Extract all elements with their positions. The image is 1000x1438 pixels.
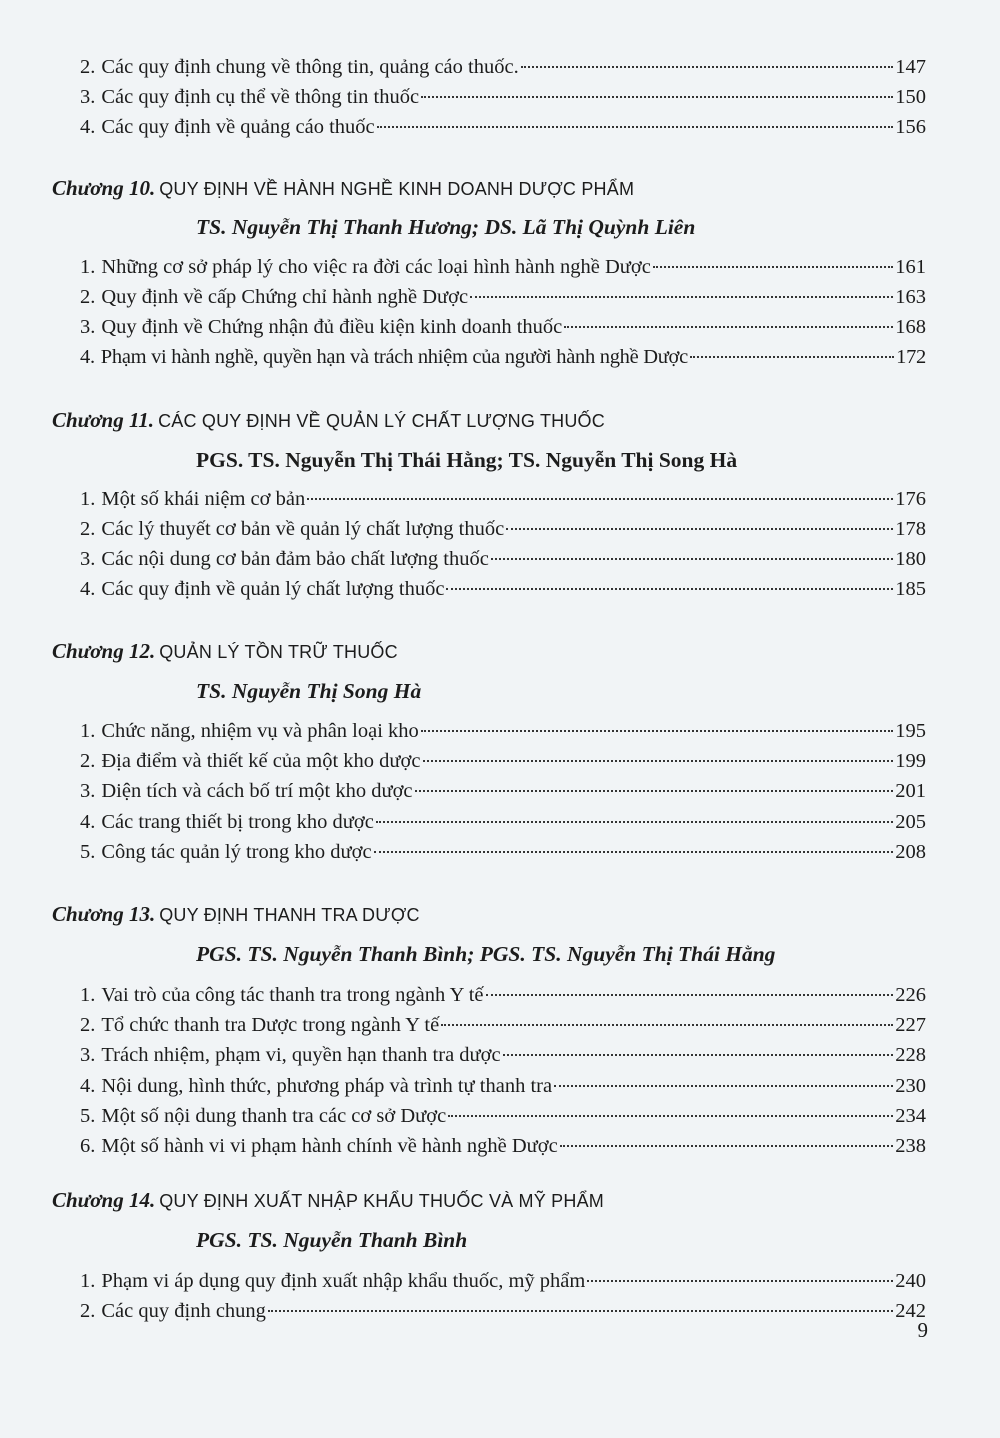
toc-entry: [80, 576, 926, 602]
entry-title: Nội dung, hình thức, phương pháp và trình tự thanh tra: [101, 1075, 553, 1097]
dot-leader: [441, 1024, 893, 1026]
toc-entry: [80, 54, 926, 80]
entry-number: 2.: [80, 750, 96, 772]
toc-entry: [80, 254, 926, 280]
dot-leader: [415, 790, 894, 792]
entry-page: 201: [895, 780, 926, 802]
entry-number: 3.: [80, 1044, 96, 1066]
dot-leader: [376, 821, 893, 823]
chapter-title: CÁC QUY ĐỊNH VỀ QUẢN LÝ CHẤT LƯỢNG THUỐC: [158, 411, 605, 431]
entry-page: 238: [895, 1135, 926, 1157]
dot-leader: [421, 730, 893, 732]
dot-leader: [587, 1280, 893, 1282]
chapter-label: Chương 12.: [52, 639, 156, 663]
toc-entry: [80, 546, 926, 572]
entry-title: Tổ chức thanh tra Dược trong ngành Y tế: [101, 1014, 440, 1036]
entry-number: 2.: [80, 1300, 96, 1322]
entry-page: 168: [895, 316, 926, 338]
dot-leader: [374, 851, 894, 853]
entry-number: 2.: [80, 286, 96, 308]
chapter-heading: [52, 406, 605, 437]
toc-entry: [80, 516, 926, 542]
entry-page: 180: [895, 548, 926, 570]
dot-leader: [521, 66, 894, 68]
dot-leader: [653, 266, 893, 268]
toc-entry: [80, 1103, 926, 1129]
chapter-authors: TS. Nguyễn Thị Song Hà: [196, 679, 422, 703]
chapter-title: QUY ĐỊNH THANH TRA DƯỢC: [159, 905, 420, 925]
entry-title: Trách nhiệm, phạm vi, quyền hạn thanh tra dược: [101, 1044, 501, 1066]
entry-page: 185: [895, 578, 926, 600]
entry-number: 1.: [80, 984, 96, 1006]
chapter-title: QUY ĐỊNH VỀ HÀNH NGHỀ KINH DOANH DƯỢC PHẨM: [159, 179, 635, 199]
entry-number: 4.: [80, 811, 96, 833]
entry-title: Quy định về cấp Chứng chỉ hành nghề Dược: [101, 286, 469, 308]
entry-page: 147: [895, 56, 926, 78]
chapter-label: Chương 14.: [52, 1188, 156, 1212]
entry-number: 5.: [80, 1105, 96, 1127]
entry-page: 226: [895, 984, 926, 1006]
entry-title: Các nội dung cơ bản đảm bảo chất lượng thuốc: [101, 548, 489, 570]
entry-title: Các trang thiết bị trong kho dược: [101, 811, 374, 833]
dot-leader: [560, 1145, 894, 1147]
toc-entry: [80, 314, 926, 340]
entry-number: 4.: [80, 346, 95, 368]
entry-page: 240: [895, 1270, 926, 1292]
dot-leader: [690, 356, 894, 358]
toc-entry: [80, 1133, 926, 1159]
entry-number: 1.: [80, 720, 96, 742]
dot-leader: [377, 126, 894, 128]
chapter-label: Chương 13.: [52, 902, 156, 926]
toc-entry: [80, 1073, 926, 1099]
entry-page: 228: [895, 1044, 926, 1066]
entry-page: 208: [895, 841, 926, 863]
toc-entry: [80, 344, 926, 370]
entry-number: 1.: [80, 488, 96, 510]
chapter-label: Chương 11.: [52, 408, 155, 432]
entry-title: Các lý thuyết cơ bản về quản lý chất lượng thuốc: [101, 518, 505, 540]
dot-leader: [423, 760, 894, 762]
toc-entry: [80, 486, 926, 512]
dot-leader: [448, 1115, 893, 1117]
dot-leader: [486, 994, 894, 996]
entry-title: Công tác quản lý trong kho dược: [101, 841, 372, 863]
entry-number: 3.: [80, 780, 96, 802]
entry-title: Địa điểm và thiết kế của một kho dược: [101, 750, 421, 772]
entry-title: Các quy định chung về thông tin, quảng cáo thuốc.: [101, 56, 519, 78]
entry-title: Diện tích và cách bố trí một kho dược: [101, 780, 413, 802]
entry-title: Những cơ sở pháp lý cho việc ra đời các loại hình hành nghề Dược: [101, 256, 651, 278]
dot-leader: [268, 1310, 893, 1312]
chapter-authors: PGS. TS. Nguyễn Thanh Bình; PGS. TS. Nguyễn Thị Thái Hằng: [196, 942, 776, 966]
entry-number: 4.: [80, 116, 96, 138]
entry-number: 4.: [80, 1075, 96, 1097]
entry-page: 156: [895, 116, 926, 138]
toc-entry: [80, 114, 926, 140]
toc-entry: [80, 778, 926, 804]
entry-number: 2.: [80, 56, 96, 78]
entry-page: 234: [895, 1105, 926, 1127]
entry-page: 163: [895, 286, 926, 308]
chapter-title: QUẢN LÝ TỒN TRỮ THUỐC: [159, 642, 398, 662]
dot-leader: [564, 326, 893, 328]
entry-page: 230: [895, 1075, 926, 1097]
chapter-title: QUY ĐỊNH XUẤT NHẬP KHẨU THUỐC VÀ MỸ PHẨM: [159, 1191, 604, 1211]
dot-leader: [307, 498, 893, 500]
entry-number: 2.: [80, 1014, 96, 1036]
entry-title: Vai trò của công tác thanh tra trong ngành Y tế: [101, 984, 484, 1006]
entry-page: 178: [895, 518, 926, 540]
page-number: 9: [917, 1318, 928, 1342]
entry-title: Một số nội dung thanh tra các cơ sở Dược: [101, 1105, 447, 1127]
toc-entry: [80, 982, 926, 1008]
entry-page: 172: [896, 346, 926, 368]
entry-number: 1.: [80, 1270, 96, 1292]
dot-leader: [506, 528, 893, 530]
entry-page: 195: [895, 720, 926, 742]
dot-leader: [491, 558, 893, 560]
chapter-heading: [52, 637, 398, 668]
entry-title: Các quy định chung: [101, 1300, 266, 1322]
toc-entry: [80, 1042, 926, 1068]
entry-number: 6.: [80, 1135, 96, 1157]
entry-page: 199: [895, 750, 926, 772]
entry-number: 5.: [80, 841, 96, 863]
toc-entry: [80, 718, 926, 744]
toc-entry: [80, 839, 926, 865]
entry-page: 176: [895, 488, 926, 510]
entry-page: 150: [895, 86, 926, 108]
toc-entry: [80, 748, 926, 774]
entry-title: Phạm vi hành nghề, quyền hạn và trách nhiệm của người hành nghề Dược: [100, 346, 688, 368]
chapter-authors: PGS. TS. Nguyễn Thanh Bình: [196, 1228, 468, 1252]
dot-leader: [446, 588, 893, 590]
chapter-authors: PGS. TS. Nguyễn Thị Thái Hằng; TS. Nguyễn Thị Song Hà: [196, 448, 738, 472]
toc-entry: [80, 84, 926, 110]
entry-title: Một số hành vi vi phạm hành chính về hành nghề Dược: [101, 1135, 558, 1157]
toc-entry: [80, 1298, 926, 1324]
entry-title: Các quy định về quản lý chất lượng thuốc: [101, 578, 445, 600]
entry-page: 161: [895, 256, 926, 278]
entry-number: 3.: [80, 86, 96, 108]
dot-leader: [421, 96, 893, 98]
dot-leader: [503, 1054, 894, 1056]
entry-number: 3.: [80, 316, 96, 338]
entry-page: 242: [895, 1300, 926, 1322]
toc-entry: [80, 809, 926, 835]
toc-entry: [80, 1268, 926, 1294]
dot-leader: [554, 1085, 893, 1087]
chapter-label: Chương 10.: [52, 176, 156, 200]
entry-page: 205: [895, 811, 926, 833]
entry-number: 3.: [80, 548, 96, 570]
entry-title: Quy định về Chứng nhận đủ điều kiện kinh doanh thuốc: [101, 316, 563, 338]
toc-entry: [80, 1012, 926, 1038]
entry-number: 1.: [80, 256, 96, 278]
entry-title: Một số khái niệm cơ bản: [101, 488, 306, 510]
entry-number: 4.: [80, 578, 96, 600]
entry-title: Chức năng, nhiệm vụ và phân loại kho: [101, 720, 419, 742]
entry-page: 227: [895, 1014, 926, 1036]
toc-entry: [80, 284, 926, 310]
chapter-authors: TS. Nguyễn Thị Thanh Hương; DS. Lã Thị Quỳnh Liên: [196, 215, 696, 239]
entry-title: Các quy định về quảng cáo thuốc: [101, 116, 375, 138]
entry-number: 2.: [80, 518, 96, 540]
chapter-heading: [52, 900, 420, 931]
chapter-heading: [52, 1186, 604, 1217]
chapter-heading: [52, 174, 634, 205]
entry-title: Phạm vi áp dụng quy định xuất nhập khẩu thuốc, mỹ phẩm: [101, 1270, 586, 1292]
entry-title: Các quy định cụ thể về thông tin thuốc: [101, 86, 420, 108]
dot-leader: [470, 296, 893, 298]
